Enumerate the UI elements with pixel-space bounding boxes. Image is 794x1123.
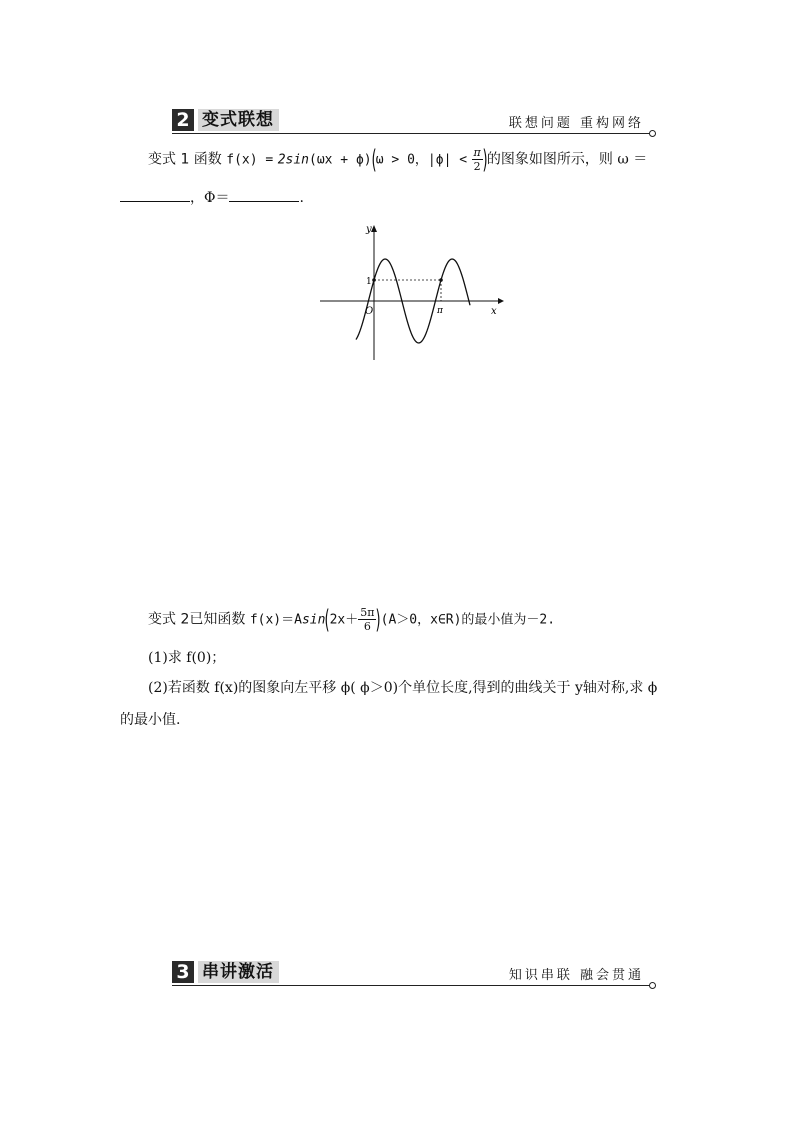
period: .: [299, 190, 304, 206]
section-header-3: [172, 960, 652, 988]
function-name: f(x): [226, 152, 258, 168]
variant-1-text: 函数: [189, 151, 227, 168]
variant-2-condition: (A＞0，x∈R)的最小值为－2.: [380, 612, 556, 628]
rule-end-dot: [649, 982, 656, 989]
section-title: 变式联想: [198, 109, 279, 131]
x-axis-label: x: [491, 306, 497, 317]
section-number: 2: [172, 109, 194, 131]
sin-term: sin: [301, 612, 326, 628]
question-2: (2)若函数 f(x)的图象向左平移 ϕ( ϕ＞0)个单位长度,得到的曲线关于 y轴对称,求 ϕ: [148, 680, 658, 696]
variant-1-line: [148, 146, 647, 173]
left-paren-icon: (: [371, 144, 377, 175]
left-paren-icon: (: [324, 604, 331, 635]
origin-label: O: [365, 306, 374, 317]
function-name: f(x): [249, 612, 282, 628]
section-rule: [172, 985, 652, 986]
section-title: 串讲激活: [198, 961, 279, 983]
answer-blank-omega[interactable]: [120, 189, 190, 202]
right-paren-icon: ): [482, 144, 488, 175]
section-number: 3: [172, 961, 194, 983]
variant-1-label: 变式 1: [148, 151, 190, 168]
right-paren-icon: ): [376, 604, 382, 635]
condition: ω > 0，|ϕ| <: [375, 152, 468, 168]
section-subtitle: 联想问题 重构网络: [508, 116, 644, 131]
pi-label: π: [437, 306, 443, 316]
section-rule: [172, 133, 652, 134]
sine-graph: [310, 220, 510, 365]
phi-label: ，Φ＝: [190, 190, 230, 206]
sin-argument: (ωx + ϕ): [309, 152, 372, 168]
question-1: (1)求 f(0)；: [148, 650, 226, 666]
variant-2-line: [148, 606, 555, 633]
point-0-1: [372, 278, 376, 282]
section-subtitle: 知识串联 融会贯通: [508, 968, 644, 983]
sin-term: 2sin: [277, 152, 309, 168]
equals: =: [257, 152, 274, 168]
rule-end-dot: [649, 130, 656, 137]
answer-blank-phi[interactable]: [229, 189, 299, 202]
variant-1-answer-line: [120, 187, 304, 207]
y-axis-arrow-icon: [371, 225, 377, 232]
fraction-pi-over-2: $\frac{\pi}{2}$: [473, 146, 481, 173]
variant-1-question: 的图象如图所示，则 ω ＝: [486, 151, 648, 168]
variant-2-text: 已知函数: [189, 611, 250, 628]
y-axis-label: y: [366, 224, 372, 235]
equals: ＝A: [281, 612, 302, 628]
sin-argument: 2x＋: [329, 612, 359, 628]
variant-2-label: 变式 2: [148, 611, 190, 628]
one-label: 1: [366, 277, 372, 287]
point-pi-1: [439, 278, 443, 282]
x-axis-arrow-icon: [498, 298, 504, 304]
section-header-2: [172, 108, 652, 136]
question-2-continued: 的最小值.: [120, 712, 181, 728]
fraction-5pi-over-6: $\frac{5\pi}{6}$: [360, 606, 375, 633]
